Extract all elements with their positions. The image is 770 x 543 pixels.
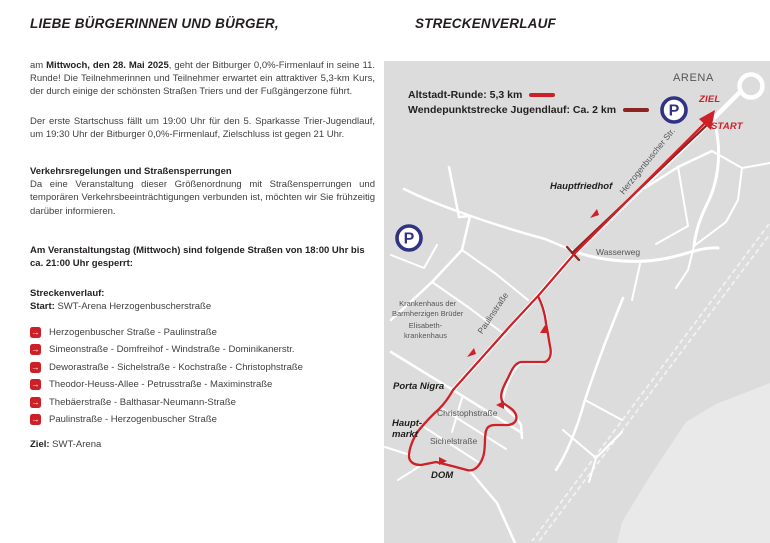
- start-label: Start:: [30, 301, 55, 313]
- parking-icon-arena: [662, 98, 686, 122]
- traffic-heading: Verkehrsregelungen und Straßensperrungen: [30, 166, 232, 178]
- arrow-right-icon: →: [31, 361, 40, 372]
- label-ziel: ZIEL: [699, 94, 721, 105]
- legend-swatch-jugendlauf: [623, 108, 649, 112]
- label-arena: ARENA: [673, 72, 714, 84]
- label-krankenhaus: Krankenhaus der Barmherzigen Brüder: [392, 299, 464, 318]
- label-herzogenbuscher-str: Herzogenbuscher Str.: [617, 125, 677, 197]
- arrow-right-icon: →: [31, 326, 40, 337]
- intro-pre: am: [30, 60, 47, 71]
- map-title: STRECKENVERLAUF: [415, 16, 557, 31]
- closure-list: [30, 327, 375, 426]
- closure-item: [30, 397, 375, 408]
- map-legend: [408, 87, 649, 117]
- page-title: LIEBE BÜRGERINNEN UND BÜRGER,: [30, 16, 279, 31]
- label-elisabeth-krankenhaus: Elisabeth- krankenhaus: [404, 321, 447, 340]
- route-heading: Streckenverlauf:: [30, 288, 105, 300]
- arrow-right-icon: →: [31, 414, 40, 425]
- svg-text:P: P: [668, 102, 680, 120]
- traffic-paragraph: Da eine Veranstaltung dieser Größenordnung mit Straßensperrungen und temporären Verkehrsbeeinträchtigungen verbunden ist, möchten wir Sie frühzeitig darüber informieren.: [30, 179, 375, 217]
- closure-street-names: Simeonstraße - Domfreihof - Windstraße - Dominikanerstr.: [49, 344, 295, 356]
- intro-rest: , geht der Bitburger 0,0%-Firmenlauf in seine 11. Runde! Die Teilnehmerinnen und Teilnehmer erwartet ein attraktiver 5,3-km Kurs, der durch einige der schönsten Straßen Triers und der Fußgängerzone führt.: [30, 60, 375, 98]
- arrow-right-icon: →: [31, 396, 40, 407]
- arrow-right-icon: →: [31, 344, 40, 355]
- closure-street-names: Paulinstraße - Herzogenbuscher Straße: [49, 414, 217, 426]
- finish-value: SWT-Arena: [52, 439, 102, 451]
- start-value: SWT-Arena Herzogenbuscherstraße: [57, 301, 212, 313]
- arrow-right-icon: →: [31, 379, 40, 390]
- closure-notice: Am Veranstaltungstag (Mittwoch) sind folgende Straßen von 18:00 Uhr bis ca. 21:00 Uhr gesperrt:: [30, 244, 365, 270]
- label-hauptmarkt: Haupt- markt: [392, 418, 423, 440]
- legend-row-altstadt: [408, 87, 649, 102]
- label-dom: DOM: [431, 470, 454, 481]
- intro-date: Mittwoch, den 28. Mai 2025: [46, 60, 169, 71]
- route-map: [384, 61, 770, 543]
- route-start-line: [30, 300, 375, 313]
- start-times-paragraph: Der erste Startschuss fällt um 19:00 Uhr für den 5. Sparkasse Trier-Jugendlauf, um 19:30 Uhr der Bitburger 0,0%-Firmenlauf, Zielschluss ist gegen 21 Uhr.: [30, 115, 375, 140]
- legend-label-jugendlauf: Wendepunktstrecke Jugendlauf: Ca. 2 km: [408, 103, 617, 116]
- closure-street-names: Theodor-Heuss-Allee - Petrusstraße - Maximinstraße: [49, 379, 273, 391]
- label-hauptfriedhof: Hauptfriedhof: [550, 181, 613, 192]
- route-finish-line: [30, 438, 375, 451]
- closure-item: [30, 414, 375, 425]
- closure-item: [30, 344, 375, 355]
- label-paulinstrasse: Paulinstraße: [475, 290, 511, 336]
- closure-item: [30, 327, 375, 338]
- closure-street-names: Deworastraße - Sichelstraße - Kochstraße - Christophstraße: [49, 361, 303, 373]
- closure-street-names: Herzogenbuscher Straße - Paulinstraße: [49, 326, 217, 338]
- finish-label: Ziel:: [30, 439, 50, 451]
- label-porta-nigra: Porta Nigra: [393, 381, 445, 392]
- label-start: START: [711, 121, 743, 132]
- parking-icon-hospital: [397, 226, 421, 250]
- label-sichelstrasse: Sichelstraße: [430, 436, 478, 446]
- left-text-column: [30, 16, 375, 451]
- closure-street-names: Thebäerstraße - Balthasar-Neumann-Straße: [49, 396, 236, 408]
- closure-item: [30, 362, 375, 373]
- legend-swatch-altstadt: [529, 93, 555, 97]
- svg-text:P: P: [403, 230, 415, 248]
- legend-row-jugendlauf: [408, 102, 649, 117]
- label-wasserweg: Wasserweg: [596, 247, 641, 257]
- legend-label-altstadt: Altstadt-Runde: 5,3 km: [408, 88, 523, 101]
- intro-paragraph: [30, 59, 375, 99]
- label-christophstrasse: Christophstraße: [437, 408, 498, 418]
- closure-item: [30, 379, 375, 390]
